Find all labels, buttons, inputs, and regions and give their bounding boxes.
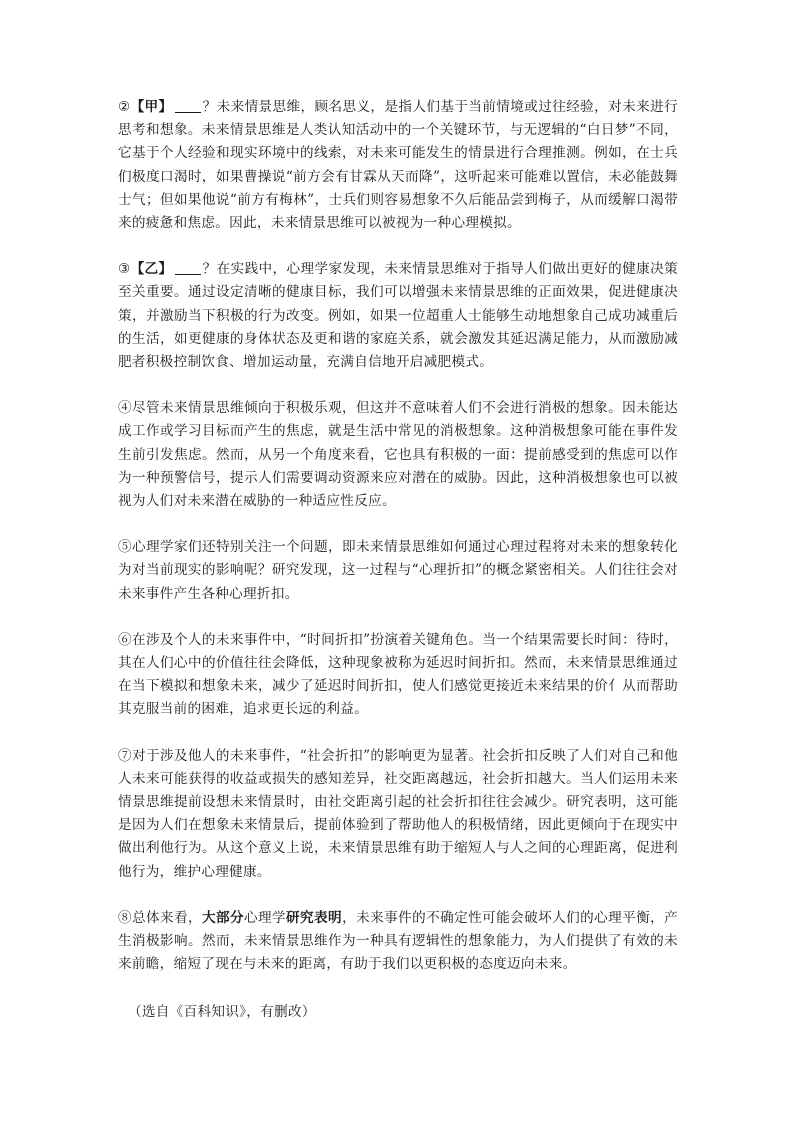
paragraph-number: ③ <box>118 261 131 278</box>
paragraph-text: ？未来情景思维，顾名思义，是指人们基于当前情境或过往经验，对未来进行思考和想象。未来情景思维是人类认知活动中的一个关键环节，与无逻辑的“白日梦”不同，它基于个人经验和现实环境中的线索，对未来可能发生的情景进行合理推测。例如，在士兵们极度口渴时，如果曹操说“前方会有甘霖从天而降”，这听起来可能难以置信，未必能鼓舞士气；但如果他说“前方有梅林”，士兵们则容易想象不久后能品尝到梅子，从而缓解口渴带来的疲惫和焦虑。因此，未来情景思维可以被视为一种心理模拟。 <box>118 99 678 232</box>
emphasis-text: 大部分 <box>202 909 245 926</box>
blank-label-yi: 【乙】 <box>130 261 173 278</box>
paragraph-8 <box>118 907 678 977</box>
paragraph-5: ⑤心理学家们还特别关注一个问题，即未来情景思维如何通过心理过程将对未来的想象转化为对当前现实的影响呢？研究发现，这一过程与“心理折扣”的概念紧密相关。人们往往会对未来事件产生各种心理折扣。 <box>118 539 678 602</box>
paragraph-3 <box>118 258 678 374</box>
fill-blank-jia <box>175 98 201 113</box>
paragraph-2 <box>118 96 678 235</box>
paragraph-number: ② <box>118 99 131 115</box>
paragraph-text: ⑧总体来看， <box>118 909 203 926</box>
fill-blank-yi <box>175 260 201 275</box>
paragraph-text: 心理学 <box>244 909 287 926</box>
paragraph-4: ④尽管未来情景思维倾向于积极乐观，但这并不意味着人们不会进行消极的想象。因未能达成工作或学习目标而产生的焦虑，就是生活中常见的消极想象。这种消极想象可能在事件发生前引发焦虑。然而，从另一个角度来看，它也具有积极的一面：提前感受到的焦虑可以作为一种预警信号，提示人们需要调动资源来应对潜在的威胁。因此，这种消极想象也可以被视为人们对未来潜在威胁的一种适应性反应。 <box>118 400 678 510</box>
paragraph-text: ，未来事件的不确定性可能会破坏人们的心理平衡，产生消极影响。然而，未来情景思维作为一种具有逻辑性的想象能力，为人们提供了有效的未来前瞻，缩短了现在与未来的距离，有助于我们以更积极的态度迈向未来。 <box>118 909 678 973</box>
article-body <box>118 96 678 1020</box>
paragraph-7: ⑦对于涉及他人的未来事件，“社会折扣”的影响更为显著。社会折扣反映了人们对自己和他人未来可能获得的收益或损失的感知差异，社交距离越远，社会折扣越大。当人们运用未来情景思维提前设想未来情景时，由社交距离引起的社会折扣往往会减少。研究表明，这可能是因为人们在想象未来情景后，提前体验到了帮助他人的积极情绪，因此更倾向于在现实中做出利他行为。从这个意义上说，未来情景思维有助于缩短人与人之间的心理距离，促进利他行为，维护心理健康。 <box>118 747 678 880</box>
source-citation: （选自《百科知识》，有删改） <box>128 1003 316 1020</box>
blank-label-jia: 【甲】 <box>130 99 173 115</box>
emphasis-text: 研究表明 <box>286 909 343 926</box>
paragraph-6: ⑥在涉及个人的未来事件中，“时间折扣”扮演着关键角色。当一个结果需要长时间：待时，其在人们心中的价值往往会降低，这种现象被称为延迟时间折扣。然而，未来情景思维通过在当下模拟和想象未来，减少了延迟时间折扣，使人们感觉更接近未来结果的价亻从而帮助其克服当前的困难，追求更长远的利益。 <box>118 631 678 718</box>
paragraph-text: ？在实践中，心理学家发现，未来情景思维对于指导人们做出更好的健康决策至关重要。通过设定清晰的健康目标，我们可以增强未来情景思维的正面效果，促进健康决策，并激励当下积极的行为改变。例如，如果一位超重人士能够生动地想象自己成功减重后的生活，如更健康的身体状态及更和谐的家庭关系，就会激发其延迟满足能力，从而激励减肥者积极控制饮食、增加运动量，充满自信地开启减肥模式。 <box>118 261 678 371</box>
